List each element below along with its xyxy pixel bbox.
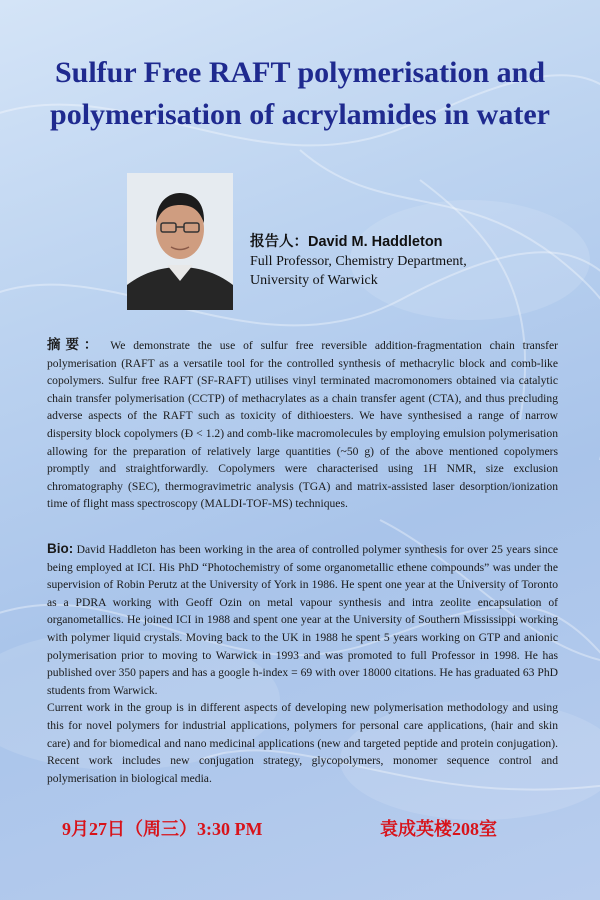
bio-text-1: David Haddleton has been working in the area of controlled polymer synthesis for over 25 years since being employed at ICI. His PhD “Photochemistry of some organometallic ethene compounds” was under the supervision of Robin Perutz at the University of York in 1986. He spent one year at the University of Toronto as a PDRA working with Geoff Ozin on metal vapour synthesis and intra zeolite encapsulation of organometallics. He joined ICI in 1988 and spent one year at the University of Southern Mississippi working with polymer liquid crystals. Moving back to the UK in 1988 he spent 5 years working on GTP and anionic polymerisation prior to moving to Warwick in 1993 and was promoted to full Professor in 1998. He has published over 350 papers and has a google h-index = 69 with over 18000 citations. He has graduated 63 PhD students from Warwick. xyxy=(47,543,558,697)
speaker-heading xyxy=(250,232,467,252)
abstract-label: 摘要： xyxy=(47,337,103,352)
bio-paragraph-2: Current work in the group is in different aspects of developing new polymerisation methodology and using this for novel polymers for industrial applications, polymers for personal care applications, (hair and skin care) and for biomedical and nano medicinal applications (new and targeted peptide and protein conjugation). Recent work includes new conjugation strategy, glycopolymers, monomer sequence control and polymerisation in biological media. xyxy=(47,701,558,785)
abstract-text: We demonstrate the use of sulfur free reversible addition-fragmentation chain transfer polymerisation (RAFT as a versatile tool for the controlled synthesis of methacrylic block and comb-like copolymers. Sulfur free RAFT (SF-RAFT) utilises vinyl terminated macromonomers obtained via catalytic chain transfer polymerisation (CCTP) of methacrylates as a chain transfer agent (CTA), and thus precluding adverse aspects of the RAFT such as toxicity of dithioesters. We have synthesised a range of narrow dispersity block copolymers (Đ < 1.2) and comb-like macromolecules by employing emulsion polymerisation allowing for the preparation of relatively large quantities (~50 g) of the above mentioned copolymers promptly and straightforwardly. Copolymers were characterised using 1H NMR, size exclusion chromatography (SEC), thermogravimetric analysis (TGA) and matrix-assisted laser desorption/ionization time of flight mass spectroscopy (MALDI-TOF-MS) techniques. xyxy=(47,339,558,511)
title-line-1: Sulfur Free RAFT polymerisation and xyxy=(54,56,546,89)
bio-paragraph-1 xyxy=(47,540,558,699)
bio-section xyxy=(47,540,558,787)
speaker-photo xyxy=(127,173,233,310)
event-time: 9月27日（周三）3:30 PM xyxy=(62,819,263,839)
abstract-section xyxy=(47,336,558,513)
speaker-position: Full Professor, Chemistry Department, xyxy=(250,254,467,269)
speaker-label: 报告人： xyxy=(250,234,308,250)
speaker-info xyxy=(250,232,467,290)
speaker-name: David M. Haddleton xyxy=(308,234,443,250)
event-location: 袁成英楼208室 xyxy=(380,819,497,839)
speaker-portrait-image xyxy=(127,173,233,310)
page-title xyxy=(0,52,600,136)
bio-label: Bio: xyxy=(47,541,74,556)
title-line-2: polymerisation of acrylamides in water xyxy=(50,98,550,131)
speaker-university: University of Warwick xyxy=(250,273,378,288)
